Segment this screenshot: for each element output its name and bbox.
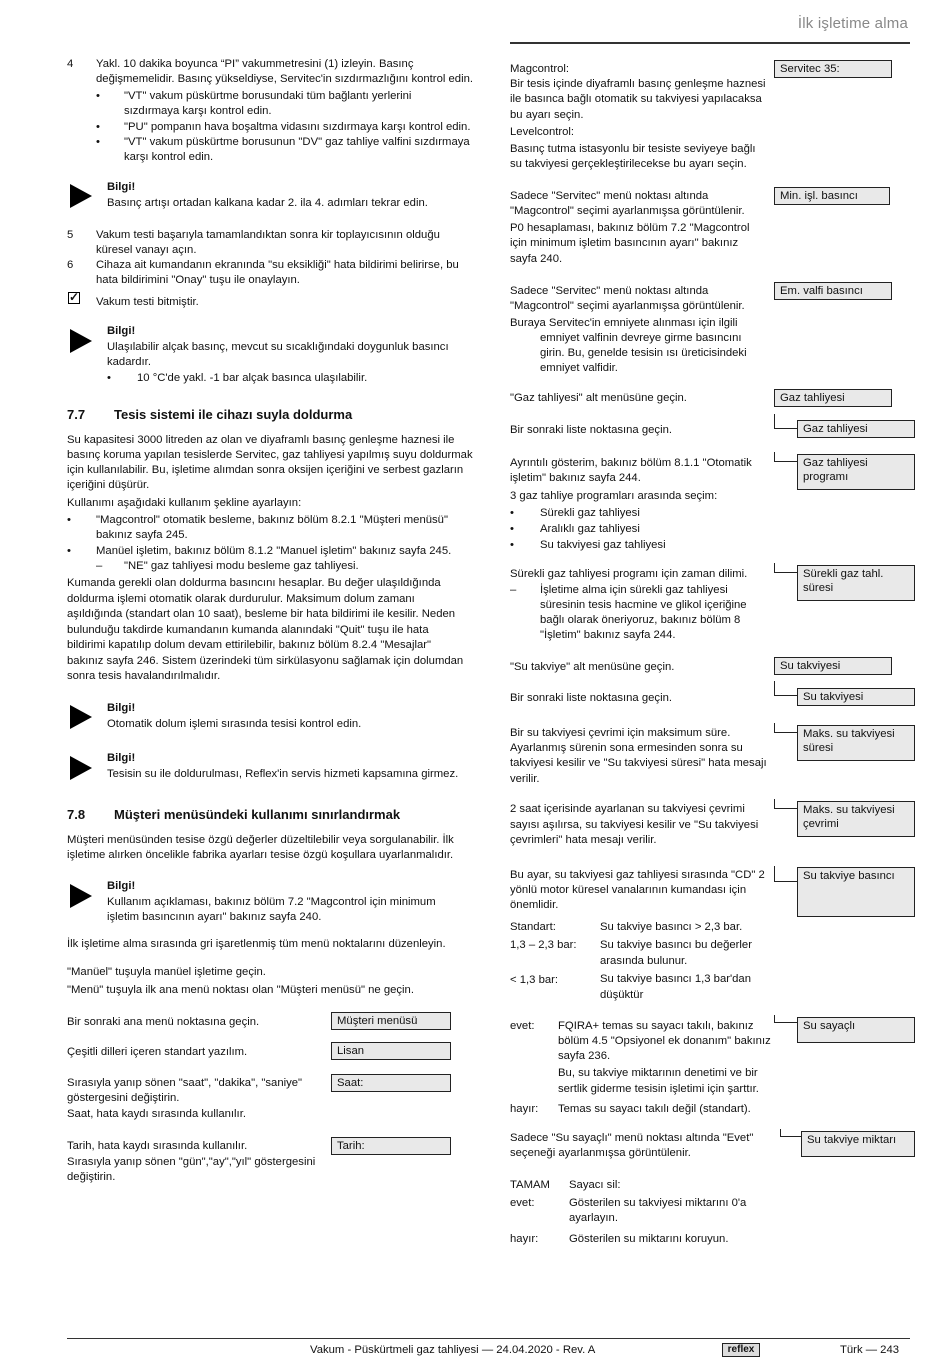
text-line: sayısı aşılırsa, su takviyesi kesilir ve "Su takviyesi [510,819,759,831]
bullet-3-line2: karşı kontrol edin. [124,151,214,163]
text-line: "Gaz tahliyesi" alt menüsüne geçin. [510,392,687,404]
para-line: Kullanımı aşağıdaki kullanım şekline ayarlayın: [67,497,302,509]
text-line: emniyet valfinin devreye girme basıncını [540,332,742,344]
menu-box-makeup-sub[interactable]: Su takviyesi [797,688,915,706]
bullet-dot: • [96,136,100,148]
dash: – [510,584,517,596]
table-key: hayır: [510,1103,539,1115]
step-6-line1: Cihaza ait kumandanın ekranında "su eksikliği" hata bildirimi belirirse, bu [96,259,459,271]
menu-row-text: göstergesini değiştirin. [67,1092,180,1104]
text-line: takviyesi kesilir ve "Su takviyesi süresi" hata mesajı [510,757,767,769]
menu-box-time[interactable]: Saat: [331,1074,451,1092]
info-line1: Kullanım açıklaması, bakınız bölüm 7.2 "Magcontrol için minimum [107,896,436,908]
tree-connector [780,1129,802,1137]
info-arrow-icon [70,884,92,908]
para-line: İlk işletime alma sırasında gri işaretlenmiş tüm menü noktalarını düzenleyin. [67,938,446,950]
section-number: 7.8 [67,807,86,822]
text-line: Sadece "Servitec" menü noktası altında [510,285,709,297]
menu-row-text: Sırasıyla yanıp sönen "gün","ay","yıl" göstergesini [67,1156,316,1168]
text-line: yönlü motor küresel vanalarının kumandası için [510,884,747,896]
para-line: aşıldığında (standart olan 10 saat), besleme bir hata bildirimi ile kesilir. Neden [67,608,456,620]
menu-row-text: Saat, hata kaydı sırasında kullanılır. [67,1108,246,1120]
text-line: bağlı olarak öneriyoruz, bakınız bölüm 8 [540,614,741,626]
info-line2: kadardır. [107,356,151,368]
para-line: içeriğini düşürür. [67,479,150,491]
text-line: bu ayarı seçin. [510,109,584,121]
bullet-2-line1: "PU" pompanın hava boşaltma vidasını sızdırmaya karşı kontrol edin. [124,121,471,133]
text-line: seçeneği ayarlanmışsa görüntülenir. [510,1147,691,1159]
step-number: 5 [67,229,74,241]
menu-box-degassing-program[interactable] [797,454,915,490]
para-line: bildirimi kapatılıp dolum devam ettirilebilir, bakınız bölüm 8.2.4 "Mesajlar" [67,639,432,651]
para-line: Kumanda gerekli olan doldurma basıncını hesaplar. Bu değer ulaşıldığında [67,577,441,589]
menu-box-degassing[interactable]: Gaz tahliyesi [774,389,892,407]
text-line: için minimum işletim basıncının ayarı" bakınız [510,237,739,249]
table-key: < 1,3 bar: [510,974,559,986]
info-arrow-icon [70,756,92,780]
para-line: "Manüel" tuşuyla manüel işletime geçin. [67,966,266,978]
table-value: sayfa 236. [558,1050,611,1062]
page-header-title: İlk işletime alma [797,15,908,32]
step-number: 4 [67,58,74,70]
text-line: Sürekli gaz tahliyesi programı için zaman dilimi. [510,568,748,580]
info-arrow-icon [70,705,92,729]
text-line: önemlidir. [510,899,559,911]
reflex-logo: reflex [722,1343,760,1357]
info-text: Tesisin su ile doldurulması, Reflex'in servis hizmeti kapsamına girmez. [107,768,459,780]
para-line: doldurma işlemi otomatik olarak durdurulur. Maksimum dolum zamanı [67,593,415,605]
menu-box-makeup-amount[interactable]: Su takviye miktarı [801,1131,915,1157]
para-line: sonra tesis havalandırılmalıdır. [67,670,221,682]
info-arrow-icon [70,184,92,208]
mode-2-line1: Manüel işletim, bakınız bölüm 8.1.2 "Manuel işletim" bakınız sayfa 245. [96,545,452,557]
text-line: İşletime alma için sürekli gaz tahliyesi [540,584,728,596]
text-line: Bir sonraki liste noktasına geçin. [510,692,673,704]
text-line: Bir su takviyesi çevrimi için maksimum süre. [510,727,731,739]
info-text: Otomatik dolum işlemi sırasında tesisi kontrol edin. [107,718,362,730]
menu-box-degassing-sub[interactable]: Gaz tahliyesi [797,420,915,438]
menu-box-servitec[interactable]: Servitec 35: [774,60,892,78]
tree-connector [774,723,798,733]
para-line: Müşteri menüsünden tesise özgü değerler düzeltilebilir veya sorgulanabilir. İlk [67,834,454,846]
info-title: Bilgi! [107,181,136,193]
info-title: Bilgi! [107,325,136,337]
menu-row-text: Çeşitli dilleri içeren standart yazılım. [67,1046,248,1058]
text-line: 3 gaz tahliye programları arasında seçim: [510,490,718,502]
box-line: programı [803,471,849,483]
text-line: Bu ayar, su takviyesi gaz tahliyesi sırasında "CD" 2 [510,869,765,881]
mode-1-line1: "Magcontrol" otomatik besleme, bakınız bölüm 8.2.1 "Müşteri menüsü" [96,514,448,526]
box-line: çevrimi [803,818,839,830]
text-line: Basınç tutma istasyonlu bir tesiste seviyeye bağlı [510,143,756,155]
header-rule [510,42,910,44]
box-line: Maks. su takviyesi [803,804,895,816]
table-key: 1,3 – 2,3 bar: [510,939,577,951]
section-title: Tesis sistemi ile cihazı suyla doldurma [114,407,353,422]
bullet-dot: • [510,523,514,535]
text-line: işletim" bakınız sayfa 244. [510,472,641,484]
text-line: Bir sonraki liste noktasına geçin. [510,424,673,436]
text-line: emniyet valfidir. [540,362,618,374]
text-line: Buraya Servitec'in emniyete alınması için ilgili [510,317,738,329]
menu-box-max-makeup-cycles[interactable] [797,801,915,837]
magcontrol-title: Magcontrol: [510,63,570,75]
table-key: hayır: [510,1233,539,1245]
box-line: Gaz tahliyesi [803,457,868,469]
para-line: "Menü" tuşuyla ilk ana menü noktası olan "Müşteri menüsü" ne geçin. [67,984,414,996]
mode-2-sub: "NE" gaz tahliyesi modu besleme gaz tahliyesi. [124,560,359,572]
info-line2: işletim basıncının ayarı" bakınız sayfa 240. [107,911,322,923]
para-line: için kullanılabilir. Bu, işletime alımdan sonra oksijen içeriğini ve serbest gazların [67,464,464,476]
text-line: "Su takviye" alt menüsüne geçin. [510,661,675,673]
text-line: Sadece "Servitec" menü noktası altında [510,190,709,202]
table-value: sertlik giderme tesisin işletimi için şarttır. [558,1083,759,1095]
menu-box-customer-menu[interactable]: Müşteri menüsü [331,1012,451,1030]
text-line: "İşletim" bakınız sayfa 244. [540,629,676,641]
bullet-dot: • [510,539,514,551]
step-5-line2: küresel vanayı açın. [96,244,197,256]
menu-row-text: değiştirin. [67,1171,116,1183]
table-key: evet: [510,1020,535,1032]
footer-page-number: Türk — 243 [840,1344,900,1356]
menu-box-min-pressure[interactable]: Min. işl. basıncı [774,187,890,205]
info-bullet: 10 °C'de yakl. -1 bar alçak basınca ulaşılabilir. [137,372,368,384]
bullet-dot: • [96,90,100,102]
program-option: Aralıklı gaz tahliyesi [540,523,640,535]
menu-box-date[interactable]: Tarih: [331,1137,451,1155]
menu-box-water-meter[interactable]: Su sayaçlı [797,1017,915,1043]
step-4-line1: Yakl. 10 dakika boyunca “PI” vakummetresini (1) izleyin. Basınç [96,58,414,70]
box-line: Maks. su takviyesi [803,728,895,740]
para-line: bakınız sayfa 246. Sistem üzerindeki tüm sirkülasyonu sağlamak için dolumdan [67,655,464,667]
text-line: Bir tesis içinde diyaframlı basınç genleşme haznesi [510,78,766,90]
bullet-dot: • [107,372,111,384]
program-option: Sürekli gaz tahliyesi [540,507,640,519]
checkbox-check-icon: ✓ [69,290,80,304]
bullet-dot: • [67,545,71,557]
tree-connector [774,866,798,882]
menu-row-text: Tarih, hata kaydı sırasında kullanılır. [67,1140,248,1152]
check-text: Vakum testi bitmiştir. [96,296,199,308]
text-line: süresinin tesis hacmine ve glikol içeriğine [540,599,747,611]
bullet-dot: • [510,507,514,519]
info-title: Bilgi! [107,752,136,764]
table-key: TAMAM [510,1179,550,1191]
section-number: 7.7 [67,407,86,422]
bullet-1-line2: sızdırmaya karşı kontrol edin. [124,105,272,117]
text-line: P0 hesaplaması, bakınız bölüm 7.2 "Magcontrol [510,222,750,234]
info-text: Basınç artışı ortadan kalkana kadar 2. ila 4. adımları tekrar edin. [107,197,428,209]
text-line: verilir. [510,773,540,785]
section-title: Müşteri menüsündeki kullanımı sınırlandırmak [114,807,401,822]
table-value: ayarlayın. [569,1212,618,1224]
bullet-3-line1: "VT" vakum püskürtme borusunun "DV" gaz tahliye valfini sızdırmaya [124,136,470,148]
tree-connector [774,681,798,696]
table-key: evet: [510,1197,535,1209]
info-title: Bilgi! [107,880,136,892]
dash: – [96,560,103,572]
menu-box-max-makeup-time[interactable] [797,725,915,761]
table-key: Standart: [510,921,556,933]
tree-connector [774,452,798,462]
table-value: bölüm 4.5 "Opsiyonel ek donanım" bakınız [558,1035,771,1047]
levelcontrol-title: Levelcontrol: [510,126,575,138]
menu-box-makeup[interactable]: Su takviyesi [774,657,892,675]
table-value: Su takviye basıncı 1,3 bar'dan [600,973,751,985]
tree-connector [774,414,798,429]
text-line: Ayarlanmış sürenin sona ermesinden sonra su [510,742,743,754]
tree-connector [774,1015,798,1023]
program-option: Su takviyesi gaz tahliyesi [540,539,666,551]
table-value: Gösterilen su miktarını koruyun. [569,1233,729,1245]
tree-connector [774,799,798,809]
bullet-1-line1: "VT" vakum püskürtme borusundaki tüm bağlantı yerlerini [124,90,412,102]
info-arrow-icon [70,329,92,353]
table-value: Su takviye basıncı bu değerler [600,939,752,951]
para-line: bulunduğu takdirde kumandanın kumanda alanındaki "Quit" tuşu ile hata [67,624,429,636]
step-number: 6 [67,259,74,271]
text-line: Ayrıntılı gösterim, bakınız bölüm 8.1.1 "Otomatik [510,457,752,469]
table-value: Bu, su takviye miktarının denetimi ve bir [558,1067,758,1079]
menu-box-continuous-degassing-time[interactable] [797,565,915,601]
text-line: "Magcontrol" seçimi ayarlanmışsa görüntülenir. [510,205,745,217]
table-value: arasında bulunur. [600,955,688,967]
menu-row-text: Bir sonraki ana menü noktasına geçin. [67,1016,260,1028]
text-line: Sadece "Su sayaçlı" menü noktası altında "Evet" [510,1132,754,1144]
text-line: girin. Bu, genelde tesisin ısı üreticisindeki [540,347,747,359]
text-line: 2 saat içerisinde ayarlanan su takviyesi çevrimi [510,803,745,815]
text-line: su takviyesi gerçekleştirilecekse bu ayarı seçin. [510,158,747,170]
text-line: "Magcontrol" seçimi ayarlanmışsa görüntülenir. [510,300,745,312]
box-line: Sürekli gaz tahl. [803,568,884,580]
para-line: işletime alırken öncelikle fabrika ayarları tesise özgü koşullara uyarlanmalıdır. [67,849,454,861]
box-line: süresi [803,582,834,594]
menu-row-text: Sırasıyla yanıp sönen "saat", "dakika", "saniye" [67,1077,303,1089]
menu-box-makeup-pressure[interactable]: Su takviye basıncı [797,867,915,917]
table-value: Temas su sayacı takılı değil (standart). [558,1103,751,1115]
bullet-dot: • [96,121,100,133]
footer-doc-title: Vakum - Püskürtmeli gaz tahliyesi — 24.04.2020 - Rev. A [310,1344,596,1356]
mode-1-line2: bakınız sayfa 245. [96,529,188,541]
bullet-dot: • [67,514,71,526]
para-line: Su kapasitesi 3000 litreden az olan ve diyaframlı basınç genleşme haznesi ile [67,434,455,446]
menu-box-safety-valve[interactable]: Em. valfi basıncı [774,282,892,300]
step-5-line1: Vakum testi başarıyla tamamlandıktan sonra kir toplayıcısının olduğu [96,229,440,241]
table-value: Sayacı sil: [569,1179,621,1191]
menu-box-language[interactable]: Lisan [331,1042,451,1060]
para-line: basınç koruma yapılan tesislerde Servitec, gaz tahliyesi yapılmış suyu doldurmak [67,449,473,461]
table-value: düşüktür [600,989,644,1001]
text-line: ile basınca bağlı otomatik su takviyesi yapılacaksa [510,93,762,105]
text-line: çevrimleri" hata mesajı verilir. [510,834,657,846]
tree-connector [774,563,798,573]
table-value: Su takviye basıncı > 2,3 bar. [600,921,743,933]
info-title: Bilgi! [107,702,136,714]
step-6-line2: hata bildirimini "Onay" tuşu ile onaylayın. [96,274,300,286]
info-line1: Ulaşılabilir alçak basınç, mevcut su sıcaklığındaki doygunluk basıncı [107,341,449,353]
step-4-line2: değişmemelidir. Basınç yükseldiyse, Servitec'in sızdırmazlığını kontrol edin. [96,73,473,85]
footer-rule [67,1338,910,1339]
box-line: süresi [803,742,834,754]
table-value: Gösterilen su takviyesi miktarını 0'a [569,1197,747,1209]
text-line: sayfa 240. [510,253,563,265]
table-value: FQIRA+ temas su sayacı takılı, bakınız [558,1020,754,1032]
